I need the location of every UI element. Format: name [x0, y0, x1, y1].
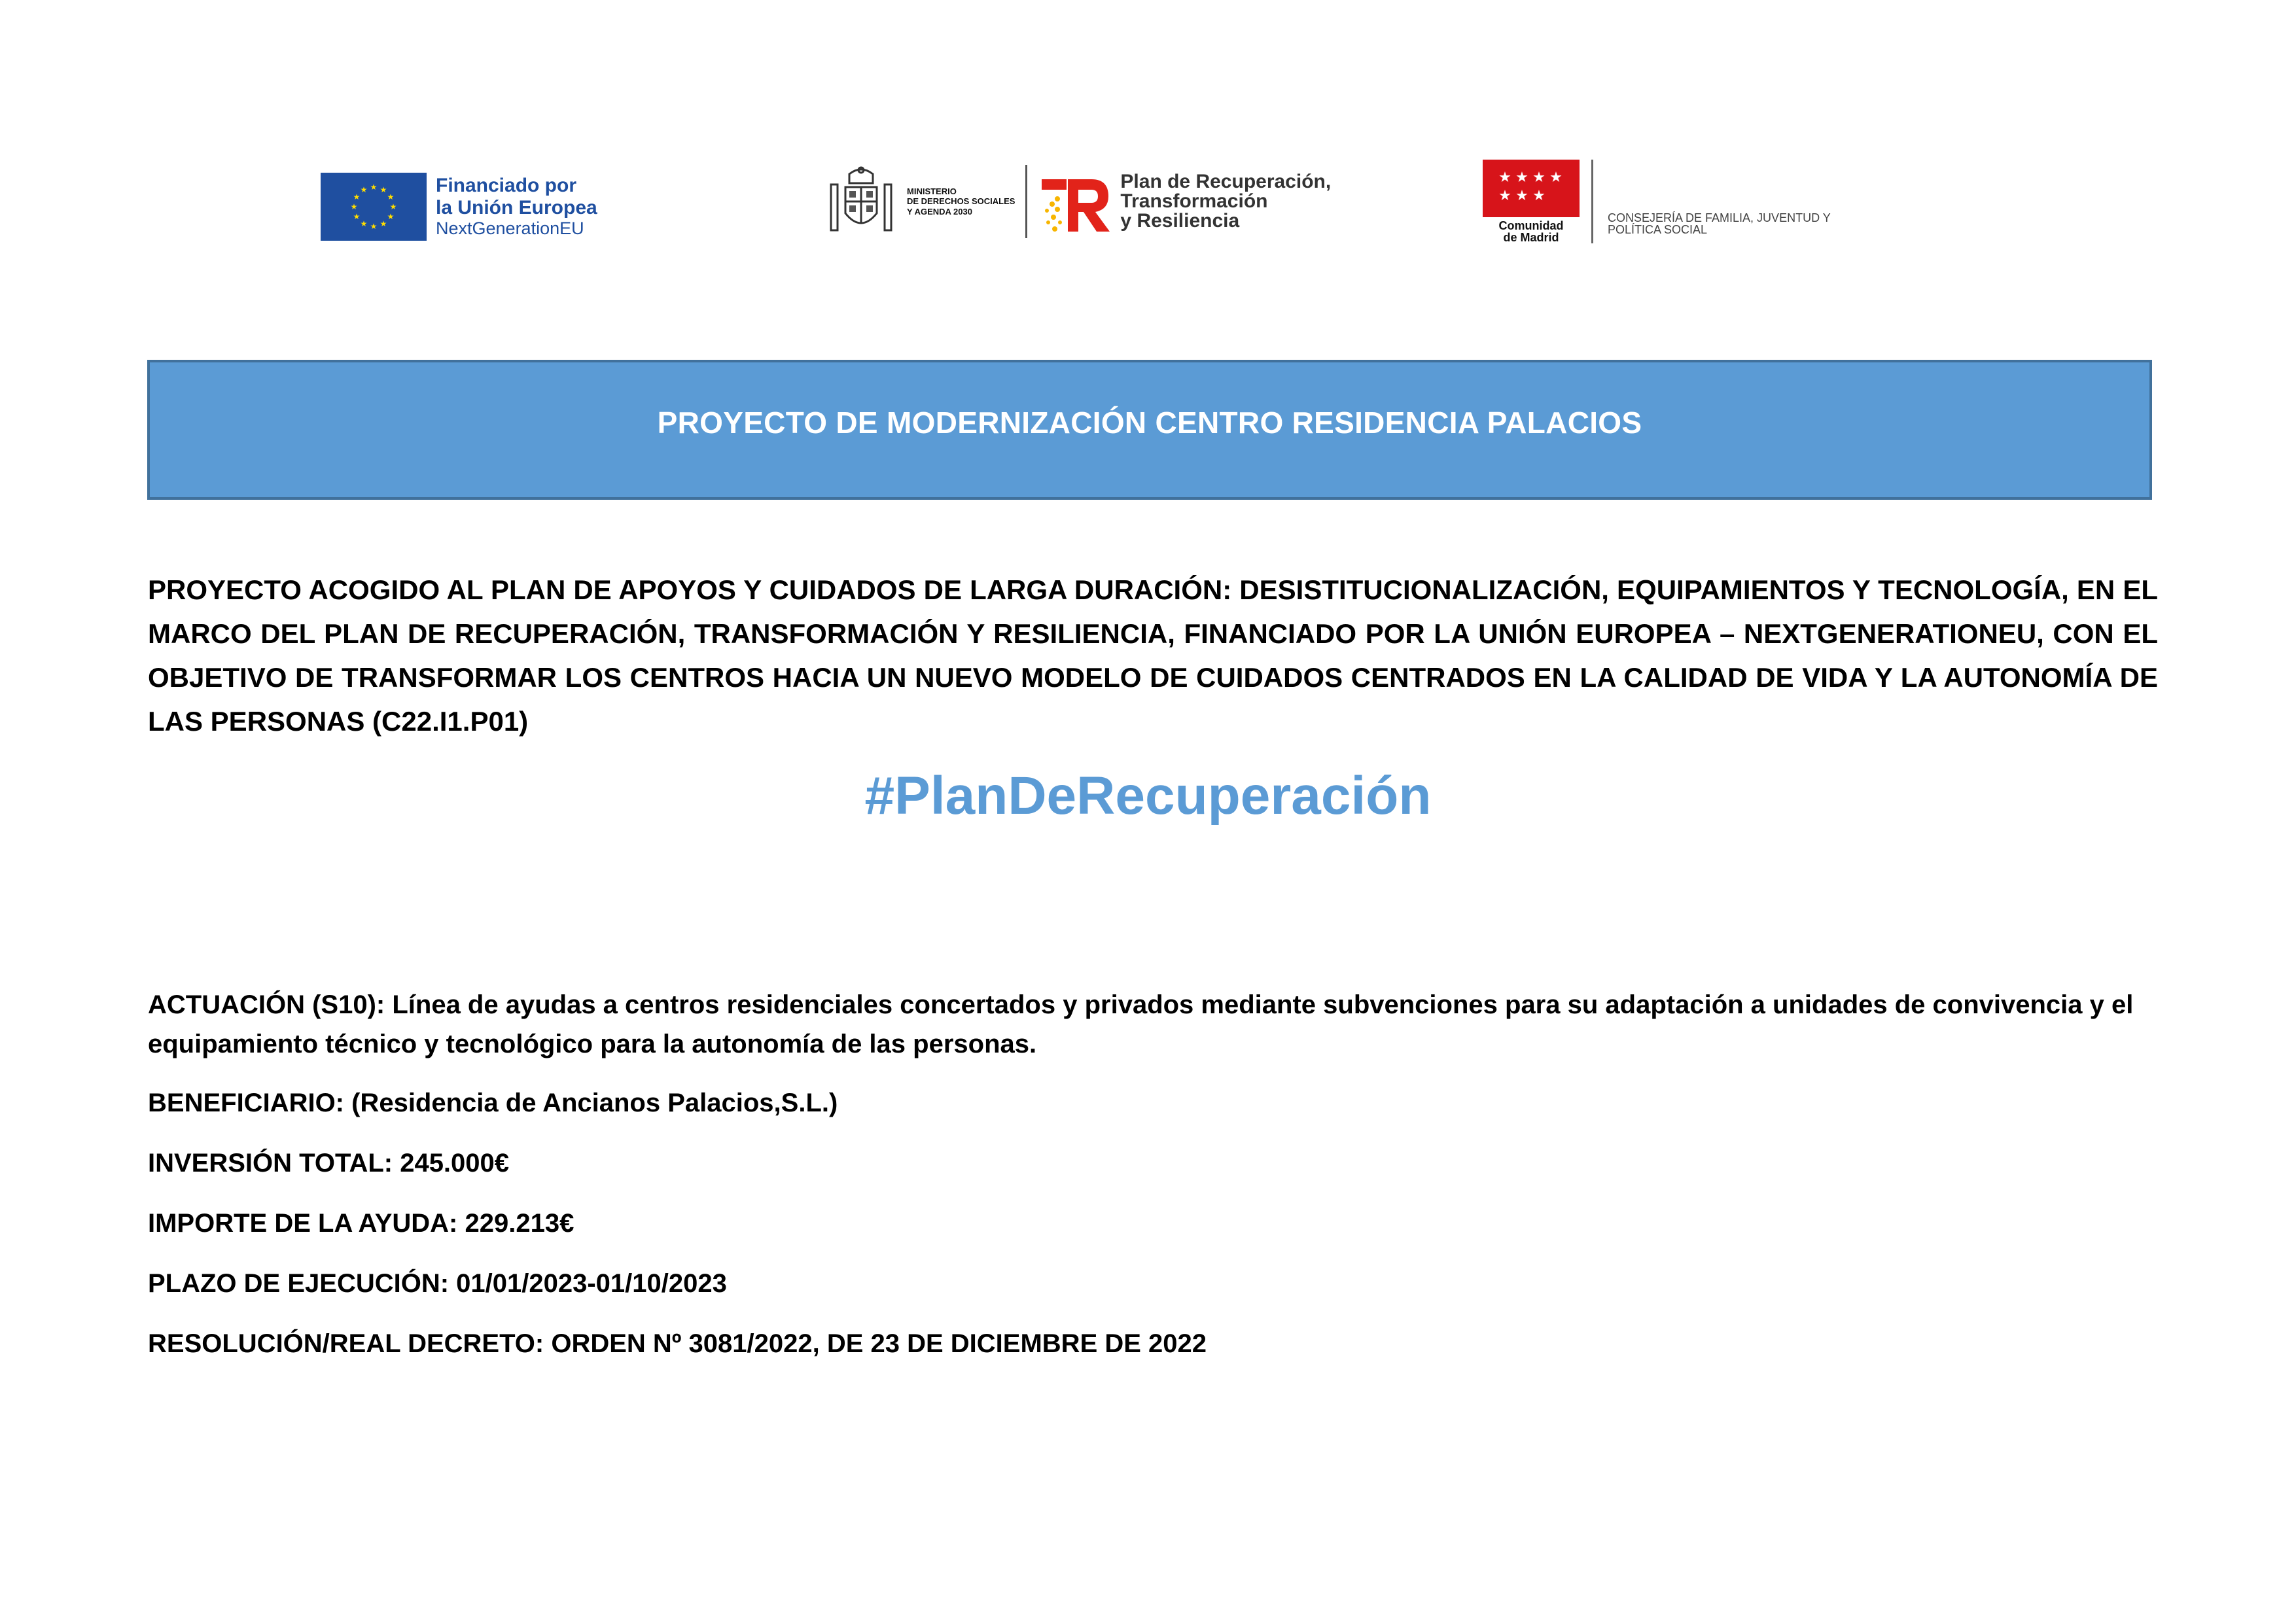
prtr-r-mark-icon [1035, 165, 1114, 238]
prtr-line1: Plan de Recuperación, [1120, 171, 1332, 192]
eu-star-icon: ★ [380, 219, 387, 228]
eu-logo-text [436, 175, 597, 238]
eu-star-icon: ★ [389, 202, 397, 211]
madrid-star-icon: ★ [1532, 169, 1545, 185]
madrid-star-icon: ★ [1549, 169, 1563, 185]
detail-beneficiario: BENEFICIARIO: (Residencia de Ancianos Palacios,S.L.) [148, 1089, 838, 1117]
eu-star-icon: ★ [350, 202, 358, 211]
eu-funding-logo [321, 173, 597, 241]
prtr-line2: Transformación [1120, 190, 1268, 212]
ministry-line2: DE DERECHOS SOCIALES [907, 196, 1016, 207]
cam-name [1499, 220, 1564, 243]
prtr-text [1120, 172, 1331, 231]
ministry-prtr-logo [826, 162, 1331, 241]
logo-divider [1025, 165, 1027, 238]
eu-star-icon: ★ [380, 185, 387, 194]
cam-emblem [1483, 160, 1580, 243]
eu-star-icon: ★ [360, 185, 368, 194]
eu-star-icon: ★ [353, 192, 361, 201]
ministry-line3: Y AGENDA 2030 [907, 206, 972, 217]
project-details [148, 985, 2163, 1384]
madrid-flag-icon [1483, 160, 1580, 217]
eu-flag-icon [321, 173, 427, 241]
eu-star-icon: ★ [387, 192, 395, 201]
eu-star-icon: ★ [370, 222, 378, 231]
eu-star-icon: ★ [387, 212, 395, 221]
cam-department [1608, 212, 1948, 236]
eu-star-icon: ★ [353, 212, 361, 221]
eu-logo-line3: NextGenerationEU [436, 218, 584, 239]
eu-logo-line1: Financiado por [436, 175, 577, 197]
detail-inversion: INVERSIÓN TOTAL: 245.000€ [148, 1149, 510, 1178]
madrid-star-icon: ★ [1498, 187, 1511, 203]
eu-star-icon: ★ [370, 183, 378, 192]
madrid-star-icon: ★ [1532, 187, 1545, 203]
comunidad-madrid-logo [1483, 160, 1948, 243]
ministry-text [907, 186, 1015, 217]
prtr-line3: y Resiliencia [1120, 210, 1240, 232]
madrid-star-icon: ★ [1515, 169, 1528, 185]
project-title: PROYECTO DE MODERNIZACIÓN CENTRO RESIDENCIA PALACIOS [657, 406, 1642, 440]
cam-divider [1591, 160, 1593, 243]
eu-logo-line2: la Unión Europea [436, 196, 597, 218]
cam-dept-line2: POLÍTICA SOCIAL [1608, 223, 1708, 236]
detail-actuacion: ACTUACIÓN (S10): Línea de ayudas a centros residenciales concertados y privados mediante subvenciones para su adaptación a unidades de convivencia y el equipamiento técnico y tecnológico para la autonomía de las personas. [148, 990, 2134, 1058]
cam-name-line2: de Madrid [1503, 231, 1559, 244]
project-intro: PROYECTO ACOGIDO AL PLAN DE APOYOS Y CUIDADOS DE LARGA DURACIÓN: DESISTITUCIONALIZACIÓN, EQUIPAMIENTOS Y TECNOLOGÍA, EN EL MARCO DEL PLAN DE RECUPERACIÓN, TRANSFORMACIÓN Y RESILIENCIA, FINANCIADO POR LA UNIÓN EUROPEA – NEXTGENERATIONEU, CON EL OBJETIVO DE TRANSFORMAR LOS CENTROS HACIA UN NUEVO MODELO DE CUIDADOS CENTRADOS EN LA CALIDAD DE VIDA Y LA AUTONOMÍA DE LAS PERSONAS (C22.I1.P01) [148, 574, 2158, 737]
madrid-star-icon: ★ [1498, 169, 1511, 185]
ministry-line1: MINISTERIO [907, 186, 957, 196]
spain-coat-of-arms-icon [826, 165, 896, 238]
madrid-star-icon: ★ [1515, 187, 1528, 203]
hashtag: #PlanDeRecuperación [864, 766, 1432, 826]
cam-name-line1: Comunidad [1498, 219, 1564, 232]
eu-star-icon: ★ [360, 219, 368, 228]
detail-resolucion: RESOLUCIÓN/REAL DECRETO: ORDEN Nº 3081/2022, DE 23 DE DICIEMBRE DE 2022 [148, 1329, 1207, 1358]
cam-dept-line1: CONSEJERÍA DE FAMILIA, JUVENTUD Y [1608, 211, 1831, 224]
title-banner [147, 360, 2152, 500]
detail-plazo: PLAZO DE EJECUCIÓN: 01/01/2023-01/10/2023 [148, 1269, 727, 1298]
detail-importe: IMPORTE DE LA AYUDA: 229.213€ [148, 1209, 574, 1238]
